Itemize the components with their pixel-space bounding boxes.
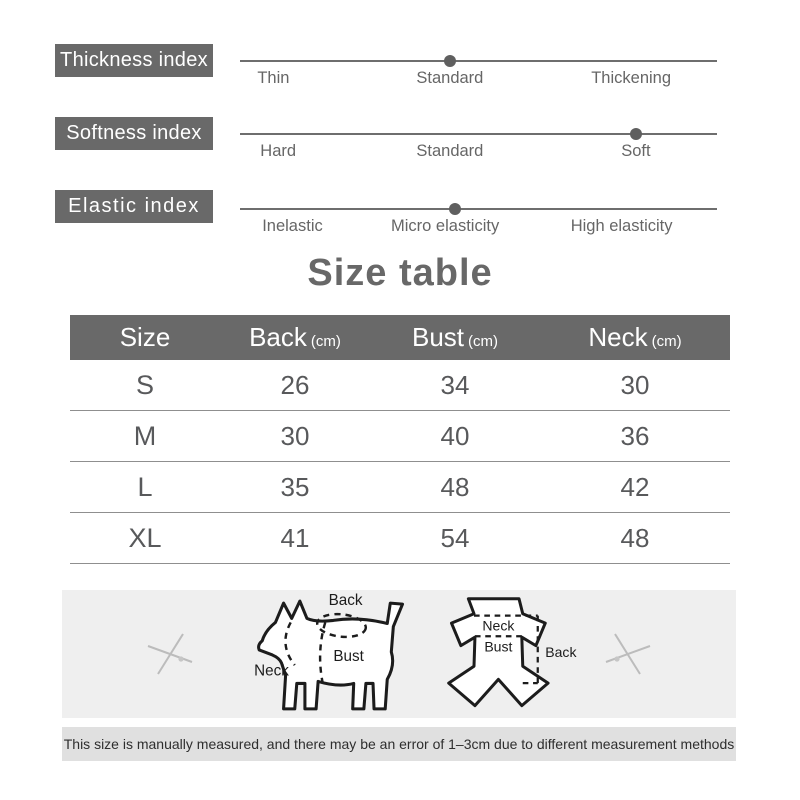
neck-value: 30	[620, 369, 650, 400]
decorative-cross-icon-left	[148, 634, 192, 674]
column-name: Bust	[411, 322, 465, 352]
scale-option: High elasticity	[570, 217, 673, 235]
bust-value: 54	[440, 522, 470, 553]
column-unit: (cm)	[651, 333, 682, 350]
garment-back-label: Back	[545, 643, 577, 660]
neck-value: 36	[620, 420, 650, 451]
thickness-scale	[240, 50, 717, 102]
table-row	[70, 462, 730, 513]
scale-dot-indicator	[630, 128, 642, 140]
column-name: Size	[119, 322, 171, 352]
column-header-neck	[540, 322, 730, 353]
softness-scale	[240, 123, 717, 175]
column-unit: (cm)	[310, 333, 341, 350]
scale-option: Thin	[257, 69, 290, 87]
scale-line	[240, 60, 717, 62]
decorative-cross-icon-right	[606, 634, 650, 674]
scale-option: Soft	[621, 142, 651, 160]
garment-neck-label: Neck	[482, 617, 515, 634]
back-value: 41	[280, 522, 310, 553]
dog-bust-label: Bust	[333, 648, 364, 666]
column-header-back	[220, 322, 370, 353]
back-value: 35	[280, 471, 310, 502]
size-value: XL	[128, 522, 162, 553]
scale-option: Inelastic	[262, 217, 323, 235]
bust-value: 40	[440, 420, 470, 451]
table-row	[70, 411, 730, 462]
softness-index-badge: Softness index	[55, 117, 213, 150]
size-value: S	[135, 369, 154, 400]
back-value: 26	[280, 369, 310, 400]
scale-dot-indicator	[449, 203, 461, 215]
back-value: 30	[280, 420, 310, 451]
neck-value: 48	[620, 522, 650, 553]
dog-neck-label: Neck	[254, 662, 289, 680]
scale-option: Standard	[416, 69, 484, 87]
column-name: Neck	[588, 322, 648, 352]
size-value: M	[133, 420, 157, 451]
bust-value: 48	[440, 471, 470, 502]
size-value: L	[137, 471, 153, 502]
table-row	[70, 360, 730, 411]
garment-measurement-diagram	[424, 595, 584, 715]
dog-back-label: Back	[328, 592, 363, 610]
size-table	[70, 315, 730, 564]
scale-option: Standard	[416, 142, 484, 160]
measurement-diagram-panel	[62, 590, 736, 718]
scale-option: Micro elasticity	[391, 217, 500, 235]
thickness-index-badge: Thickness index	[55, 44, 213, 77]
size-table-title: Size table	[307, 252, 493, 294]
column-unit: (cm)	[468, 333, 499, 350]
table-row	[70, 513, 730, 564]
scale-dot-indicator	[444, 55, 456, 67]
column-name: Back	[249, 322, 307, 352]
dog-outline	[259, 601, 403, 709]
column-header-bust	[370, 322, 540, 353]
scale-line	[240, 133, 717, 135]
dog-measurement-diagram	[252, 594, 430, 718]
scale-line	[240, 208, 717, 210]
neck-value: 42	[620, 471, 650, 502]
size-table-header	[70, 315, 730, 360]
garment-bust-label: Bust	[484, 638, 513, 655]
elastic-index-badge: Elastic index	[55, 190, 213, 223]
scale-option: Thickening	[591, 69, 672, 87]
bust-value: 34	[440, 369, 470, 400]
measurement-disclaimer: This size is manually measured, and there may be an error of 1–3cm due to different measurement methods	[62, 727, 736, 761]
elastic-scale	[240, 198, 717, 250]
scale-option: Hard	[260, 142, 297, 160]
column-header-size	[70, 322, 220, 353]
